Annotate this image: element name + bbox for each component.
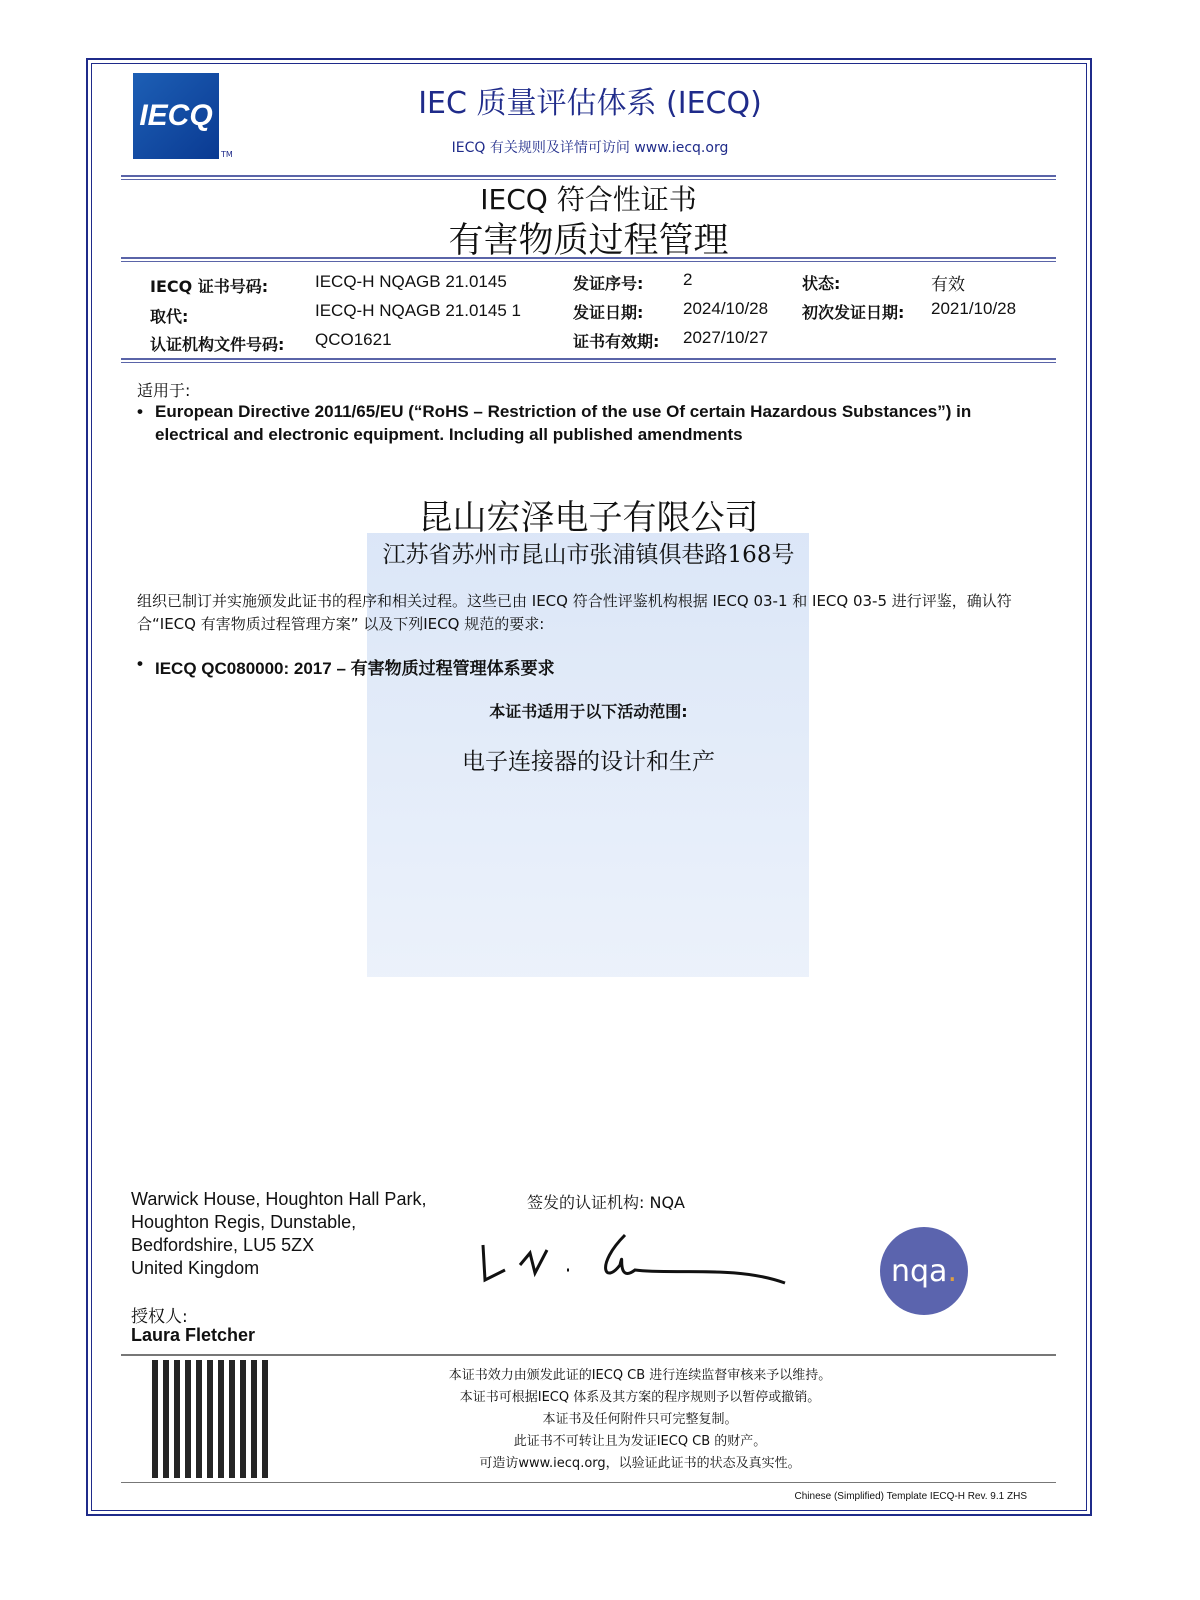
authorised-label: 授权人: [131,1307,188,1327]
address-line: Houghton Regis, Dunstable, [131,1212,357,1232]
scope-label: 本证书适用于以下活动范围: [489,702,688,721]
header-title: IEC 质量评估体系 (IECQ) [418,86,762,121]
divider [121,358,1056,363]
replaces: IECQ-H NQAGB 21.0145 1 [315,301,521,320]
footer-line: 此证书不可转让且为发证IECQ CB 的财产。 [513,1434,767,1449]
cb-doc: QCO1621 [315,330,392,349]
footer-line: 本证书及任何附件只可完整复制。 [542,1412,738,1427]
applies-item: • European Directive 2011/65/EU (“RoHS – Restriction of the use Of certain Hazardous Substances”) in electrical and electronic equipment. Including all published amendments [137,402,972,444]
header-subtitle: IECQ 有关规则及详情可访问 www.iecq.org [451,140,729,156]
spec-item: • IECQ QC080000: 2017 – 有害物质过程管理体系要求 [137,654,555,678]
iecq-logo [133,73,219,159]
status: 有效 [931,275,965,294]
issue-date: 2024/10/28 [683,299,769,318]
cert-subject: 有害物质过程管理 [448,221,729,261]
company-name: 昆山宏泽电子有限公司 [418,498,759,538]
replaces-label: 取代: [150,307,189,326]
company-address: 江苏省苏州市昆山市张浦镇俱巷路168号 [382,542,795,568]
first-issue: 2021/10/28 [931,299,1017,318]
cert-no-label: IECQ 证书号码: [150,277,269,296]
issue-no-label: 发证序号: [573,274,644,293]
applies-text: European Directive 2011/65/EU (“RoHS – Restriction of the use Of certain Hazardous Substances”) in electrical and electronic equipment. Including all published amendments [155,402,972,444]
template-ref: Chinese (Simplified) Template IECQ-H Rev. 9.1 ZHS [794,1491,1027,1502]
scope: 电子连接器的设计和生产 [462,749,715,775]
issuer-address [131,1188,426,1280]
nqa-logo-text: nqa [891,1253,948,1289]
cert-title: IECQ 符合性证书 [480,183,697,216]
address-line: Bedfordshire, LU5 5ZX [131,1235,315,1255]
footer-line: 本证书可根据IECQ 体系及其方案的程序规则予以暂停或撤销。 [459,1390,821,1405]
divider [121,257,1056,262]
cert-no: IECQ-H NQAGB 21.0145 [315,272,507,291]
body-paragraph: 组织已制订并实施颁发此证书的程序和相关过程。这些已由 IECQ 符合性评鉴机构根据 IECQ 03-1 和 IECQ 03-5 进行评鉴，确认符合“IECQ 有害物质过程管理方案” 以及下列IECQ 规范的要求: [137,592,1012,633]
issue-date-label: 发证日期: [573,303,644,322]
applies-label: 适用于: [137,381,191,400]
trademark: TM [221,150,233,159]
logo-text: IECQ [139,99,213,132]
issue-no: 2 [683,270,693,289]
footer-line: 可造访www.iecq.org，以验证此证书的状态及真实性。 [479,1456,801,1471]
authorised-name: Laura Fletcher [131,1325,256,1345]
expiry-label: 证书有效期: [573,332,660,351]
address-line: Warwick House, Houghton Hall Park, [131,1189,427,1209]
address-line: United Kingdom [131,1258,260,1278]
signature [475,1225,795,1295]
first-issue-label: 初次发证日期: [802,303,905,322]
cb-doc-label: 认证机构文件号码: [150,335,285,354]
nqa-logo: nqa . [880,1227,968,1315]
qr-code[interactable] [152,1360,270,1478]
expiry: 2027/10/27 [683,328,769,347]
status-label: 状态: [802,274,841,293]
footer-line: 本证书效力由颁发此证的IECQ CB 进行连续监督审核来予以维持。 [448,1368,832,1383]
cb-label: 签发的认证机构: NQA [527,1193,685,1212]
divider [121,1354,1056,1356]
spec-text: IECQ QC080000: 2017 – 有害物质过程管理体系要求 [155,659,555,678]
divider [121,1482,1056,1483]
